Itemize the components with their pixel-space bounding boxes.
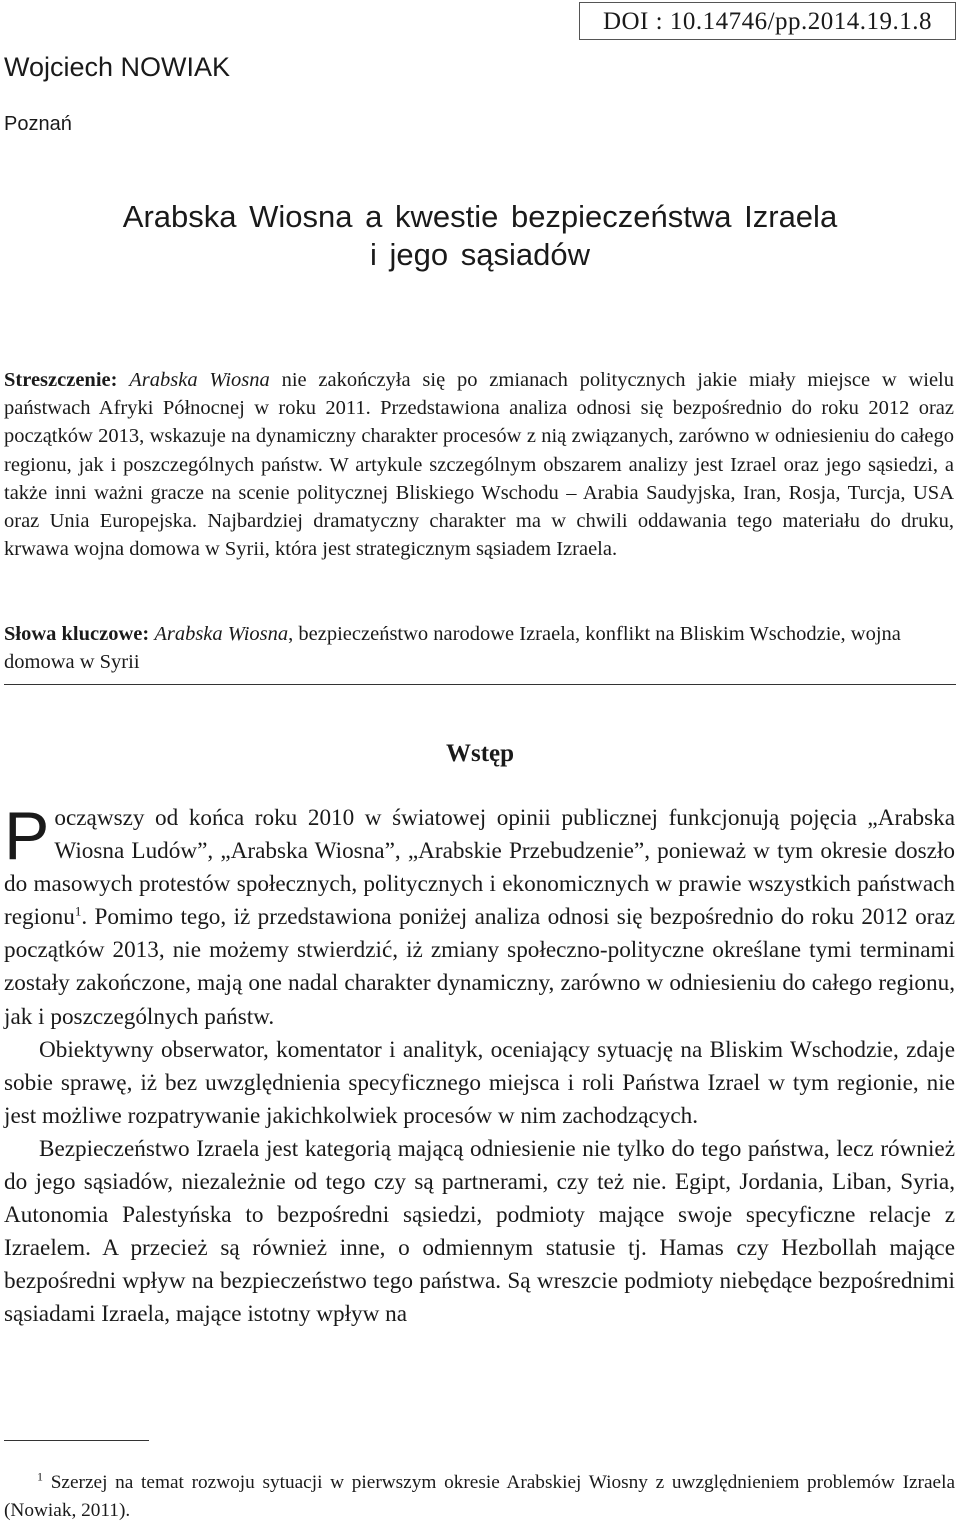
footnote — [4, 1469, 955, 1524]
abstract — [4, 366, 954, 563]
footnote-number: 1 — [37, 1469, 43, 1484]
doi-text: DOI : 10.14746/pp.2014.19.1.8 — [602, 8, 933, 35]
drop-cap: P — [4, 798, 50, 874]
doi-box — [579, 2, 956, 40]
paragraph-1-text-a: cząwszy od końca roku 2010 w światowej opinii publicznej funkcjonują pojęcia „Arabska Wiosna Ludów”, „Arabska Wiosna”, „Arabskie Przebudzenie”, ponieważ w tym okresie doszło do masowych protestów społecznych, politycznych i ekonomicznych w prawie wszystkich państwach regionu — [4, 805, 955, 931]
keywords-text: , bezpieczeństwo narodowe Izraela, konflikt na Bliskim Wschodzie, wojna domowa w Syrii — [4, 623, 901, 674]
paragraph-1-first-letter: o — [54, 805, 66, 831]
body-text — [4, 798, 955, 1332]
paragraph-1 — [4, 798, 955, 1034]
section-heading: Wstęp — [445, 740, 515, 767]
abstract-label: Streszczenie: — [4, 369, 118, 391]
title-line-1: Arabska Wiosna a kwestie bezpieczeństwa Izraela — [122, 199, 838, 234]
footnote-divider — [4, 1440, 149, 1441]
author-name: Wojciech NOWIAK — [4, 52, 231, 82]
header-divider — [4, 684, 956, 685]
keywords-label: Słowa kluczowe: — [4, 623, 150, 645]
abstract-term: Arabska Wiosna — [129, 369, 270, 391]
paragraph-3: Bezpieczeństwo Izraela jest kategorią mającą odniesienie nie tylko do tego państwa, lecz również do jego sąsiadów, niezależnie od tego czy są partnerami, czy też nie. Egipt, Jordania, Liban, Syria, Autonomia Palestyńska to bezpośredni sąsiedzi, podmioty mające swoje specyficzne relacje z Izraelem. A przecież są również inne, o odmiennym statusie tj. Hamas czy Hezbollah mające bezpośredni wpływ na bezpieczeństwo tego państwa. Są wreszcie podmioty niebędące bezpośrednimi sąsiadami Izraela, mające istotny wpływ na — [4, 1135, 955, 1328]
paragraph-1-text-b: . Pomimo tego, iż przedstawiona poniżej analiza odnosi się bezpośrednio do roku 2012 oraz początków 2013, nie możemy stwierdzić, iż zmiany społeczno-polityczne określane tymi terminami zostały zakończone, mają one nadal charakter dynamiczny, zarówno w odniesieniu do całego regionu, jak i poszczególnych państw. — [4, 904, 955, 1030]
article-title — [0, 198, 960, 274]
abstract-text: nie zakończyła się po zmianach politycznych jakie miały miejsce w wielu państwach Afryki Północnej w roku 2011. Przedstawiona analiza odnosi się bezpośrednio do roku 2012 oraz początków 2013, wskazuje na dynamiczny charakter procesów z nią związanych, zarówno w odniesieniu do całego regionu, jak i poszczególnych państw. W artykule szczególnym obszarem analizy jest Izrael oraz jego sąsiedzi, a także inni ważni gracze na scenie politycznej Bliskiego Wschodu – Arabia Saudyjska, Iran, Rosja, Turcja, USA oraz Unia Europejska. Najbardziej dramatyczny charakter ma w chwili oddawania tego materiału do druku, krwawa wojna domowa w Syrii, która jest strategicznym sąsiadem Izraela. — [4, 369, 954, 561]
footnote-ref[interactable]: 1 — [74, 903, 82, 919]
keywords-term: Arabska Wiosna — [154, 623, 289, 645]
title-line-2: i jego sąsiadów — [370, 237, 590, 272]
footnote-text: Szerzej na temat rozwoju sytuacji w pierwszym okresie Arabskiej Wiosny z uwzględnieniem problemów Izraela (Nowiak, 2011). — [4, 1472, 955, 1521]
paragraph-2: Obiektywny obserwator, komentator i analityk, oceniający sytuację na Bliskim Wschodzie, zdaje sobie sprawę, iż bez uwzględnienia specyficznego miejsca i roli Państwa Izrael w tym regionie, nie jest możliwe rozpatrywanie jakichkolwiek procesów w nim zachodzących. — [4, 1036, 955, 1129]
author-affiliation: Poznań — [4, 113, 72, 135]
keywords — [4, 620, 954, 676]
